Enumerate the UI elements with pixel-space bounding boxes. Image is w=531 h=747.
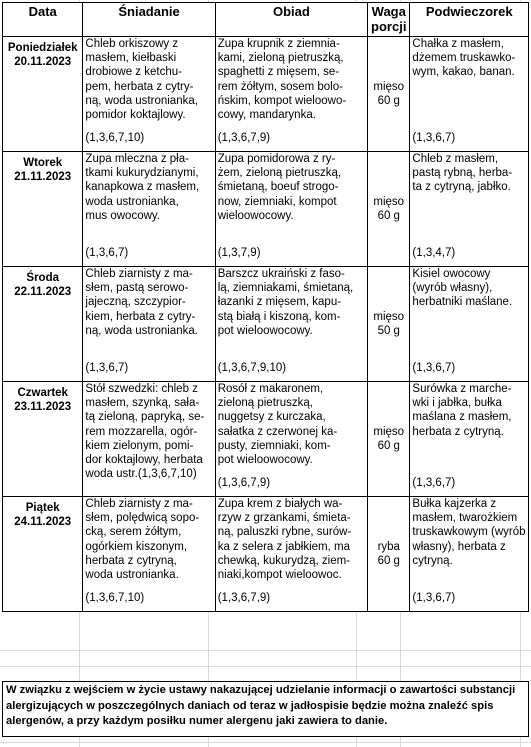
day-date: 21.11.2023: [14, 171, 72, 184]
day-cell[interactable]: [3, 267, 83, 382]
day-name: Poniedziałek: [7, 42, 78, 54]
day-name: Środa: [26, 272, 59, 284]
snack-cell[interactable]: [410, 497, 529, 612]
lunch-cell[interactable]: [215, 37, 367, 152]
header-snack[interactable]: Podwieczorek: [410, 3, 529, 37]
table-row: [3, 267, 529, 382]
lunch-cell[interactable]: [215, 382, 367, 497]
allergen-codes: (1,3,6,7): [412, 591, 456, 604]
header-row: [3, 3, 529, 37]
breakfast-cell[interactable]: [83, 382, 215, 497]
snack-cell[interactable]: [410, 37, 529, 152]
lunch-cell[interactable]: [215, 152, 367, 267]
breakfast-text: Stół szwedzki: chleb z masłem, szynką, sała- tą zieloną, papryką, se- rem mozzarella, ogór- kiem zielonym, pomi- dor koktajlowy, herbata woda ustr.(1,3,6,7,10): [85, 383, 205, 481]
weight-text: mięso 50 g: [373, 310, 405, 337]
header-breakfast[interactable]: Śniadanie: [83, 3, 215, 37]
breakfast-cell[interactable]: [83, 37, 215, 152]
snack-cell[interactable]: [410, 382, 529, 497]
allergen-codes: (1,3,6,7,9): [217, 131, 271, 144]
snack-text: Chałka z masłem, dżemem truskawko- wym, kakao, banan.: [412, 38, 516, 79]
day-cell[interactable]: [3, 382, 83, 497]
weight-cell[interactable]: [368, 152, 410, 267]
snack-text: Kisiel owocowy (wyrób własny), herbatniki maślane.: [412, 268, 513, 309]
weight-text: ryba 60 g: [377, 540, 400, 567]
allergen-codes: (1,3,6,7): [412, 476, 456, 489]
lunch-text: Barszcz ukraiński z faso- lą, ziemniakami, śmietaną, łazanki z mięsem, kapu- stą białą i kiszoną, kom- pot wieloowocowy.: [217, 268, 354, 337]
menu-table: [2, 2, 529, 612]
day-date: 23.11.2023: [14, 401, 72, 414]
day-name: Wtorek: [23, 157, 63, 169]
breakfast-text: Chleb ziarnisty z ma- słem, pastą serowo- jajeczną, szczypior- kiem, herbata z cytry- ną, woda ustronianka.: [85, 268, 198, 337]
allergen-codes: (1,3,6,7): [85, 361, 129, 374]
allergen-note[interactable]: W związku z wejściem w życie ustawy nakazującej udzielanie informacji o zawartości substancji alergizujących w poszczególnych daniach od teraz w jadłospisie będzie można znaleźć spis alergenów, a przy każdym posiłku numer alergenu jaki zawiera to danie.: [2, 681, 529, 737]
gridline: [0, 650, 531, 651]
snack-text: Bułka kajzerka z masłem, twarożkiem truskawkowym (wyrób własny), herbata z cytryną.: [412, 498, 526, 567]
day-date: 22.11.2023: [14, 286, 72, 299]
breakfast-cell[interactable]: [83, 152, 215, 267]
snack-cell[interactable]: [410, 267, 529, 382]
weight-cell[interactable]: [368, 37, 410, 152]
snack-text: Surówka z marche- wki i jabłka, bułka maślana z masłem, herbata z cytryną.: [412, 383, 512, 438]
lunch-text: Rosół z makaronem, zieloną pietruszką, nuggetsy z kurczaka, sałatka z czerwonej ka- pusty, ziemniaki, kom- pot wieloowocowy.: [217, 383, 338, 467]
header-day[interactable]: Data: [3, 3, 83, 37]
table-row: [3, 37, 529, 152]
gridline: [0, 742, 531, 743]
allergen-codes: (1,3,6,7): [412, 131, 456, 144]
allergen-codes: (1,3,6,7,10): [85, 591, 145, 604]
day-date: 24.11.2023: [14, 516, 72, 529]
weight-text: mięso 60 g: [373, 195, 405, 222]
table-row: [3, 497, 529, 612]
weight-text: mięso 60 g: [373, 80, 405, 107]
breakfast-text: Zupa mleczna z pła- tkami kukurydzianymi, kanapkowa z masłem, woda ustronianka, mus owocowy.: [85, 153, 200, 222]
breakfast-cell[interactable]: [83, 497, 215, 612]
gridline: [0, 666, 531, 667]
breakfast-cell[interactable]: [83, 267, 215, 382]
breakfast-text: Chleb ziarnisty z ma- słem, polędwicą sopo- cką, serem żółtym, ogórkiem kiszonym, herbata z cytryną, woda ustronianka.: [85, 498, 200, 582]
allergen-codes: (1,3,6,7,9): [217, 591, 271, 604]
allergen-codes: (1,3,6,7): [85, 246, 129, 259]
lunch-cell[interactable]: [215, 497, 367, 612]
day-cell[interactable]: [3, 497, 83, 612]
allergen-codes: (1,3,6,7,9,10): [217, 361, 287, 374]
allergen-codes: (1,3,6,7,9): [217, 476, 271, 489]
weight-cell[interactable]: [368, 267, 410, 382]
allergen-codes: (1,3,6,7): [412, 361, 456, 374]
lunch-text: Zupa pomidorowa z ry- żem, zieloną pietruszką, śmietaną, boeuf strogo- now, ziemniaki, kompot wieloowocowy.: [217, 153, 342, 222]
snack-cell[interactable]: [410, 152, 529, 267]
day-cell[interactable]: [3, 37, 83, 152]
day-cell[interactable]: [3, 152, 83, 267]
breakfast-text: Chleb orkiszowy z masłem, kiełbaski drobiowe z ketchu- pem, herbata z cytry- ną, woda ustronianka, pomidor koktajlowy.: [85, 38, 198, 122]
lunch-text: Zupa krem z białych wa- rzyw z grzankami, śmieta- ną, paluszki rybne, surów- ka z selera z jabłkiem, ma chewką, kukurydzą, ziem- niaki,kompot wieloowoc.: [217, 498, 352, 582]
allergen-codes: (1,3,7,9): [217, 246, 261, 259]
weight-text: mięso 60 g: [373, 425, 405, 452]
header-lunch[interactable]: Obiad: [215, 3, 367, 37]
lunch-cell[interactable]: [215, 267, 367, 382]
allergen-codes: (1,3,6,7,10): [85, 131, 145, 144]
weight-cell[interactable]: [368, 497, 410, 612]
day-name: Czwartek: [17, 387, 68, 399]
table-row: [3, 152, 529, 267]
allergen-codes: (1,3,4,7): [412, 246, 456, 259]
weight-cell[interactable]: [368, 382, 410, 497]
header-weight[interactable]: Waga porcji: [368, 3, 410, 37]
day-date: 20.11.2023: [14, 56, 72, 69]
lunch-text: Zupa krupnik z ziemnia- kami, zieloną pietruszką, spaghetti z mięsem, se- rem żółtym, sosem bolo- ńskim, kompot wieloowo- cowy, mandarynka.: [217, 38, 347, 122]
table-row: [3, 382, 529, 497]
day-name: Piątek: [25, 502, 60, 514]
snack-text: Chleb z masłem, pastą rybną, herba- ta z cytryną, jabłko.: [412, 153, 513, 194]
